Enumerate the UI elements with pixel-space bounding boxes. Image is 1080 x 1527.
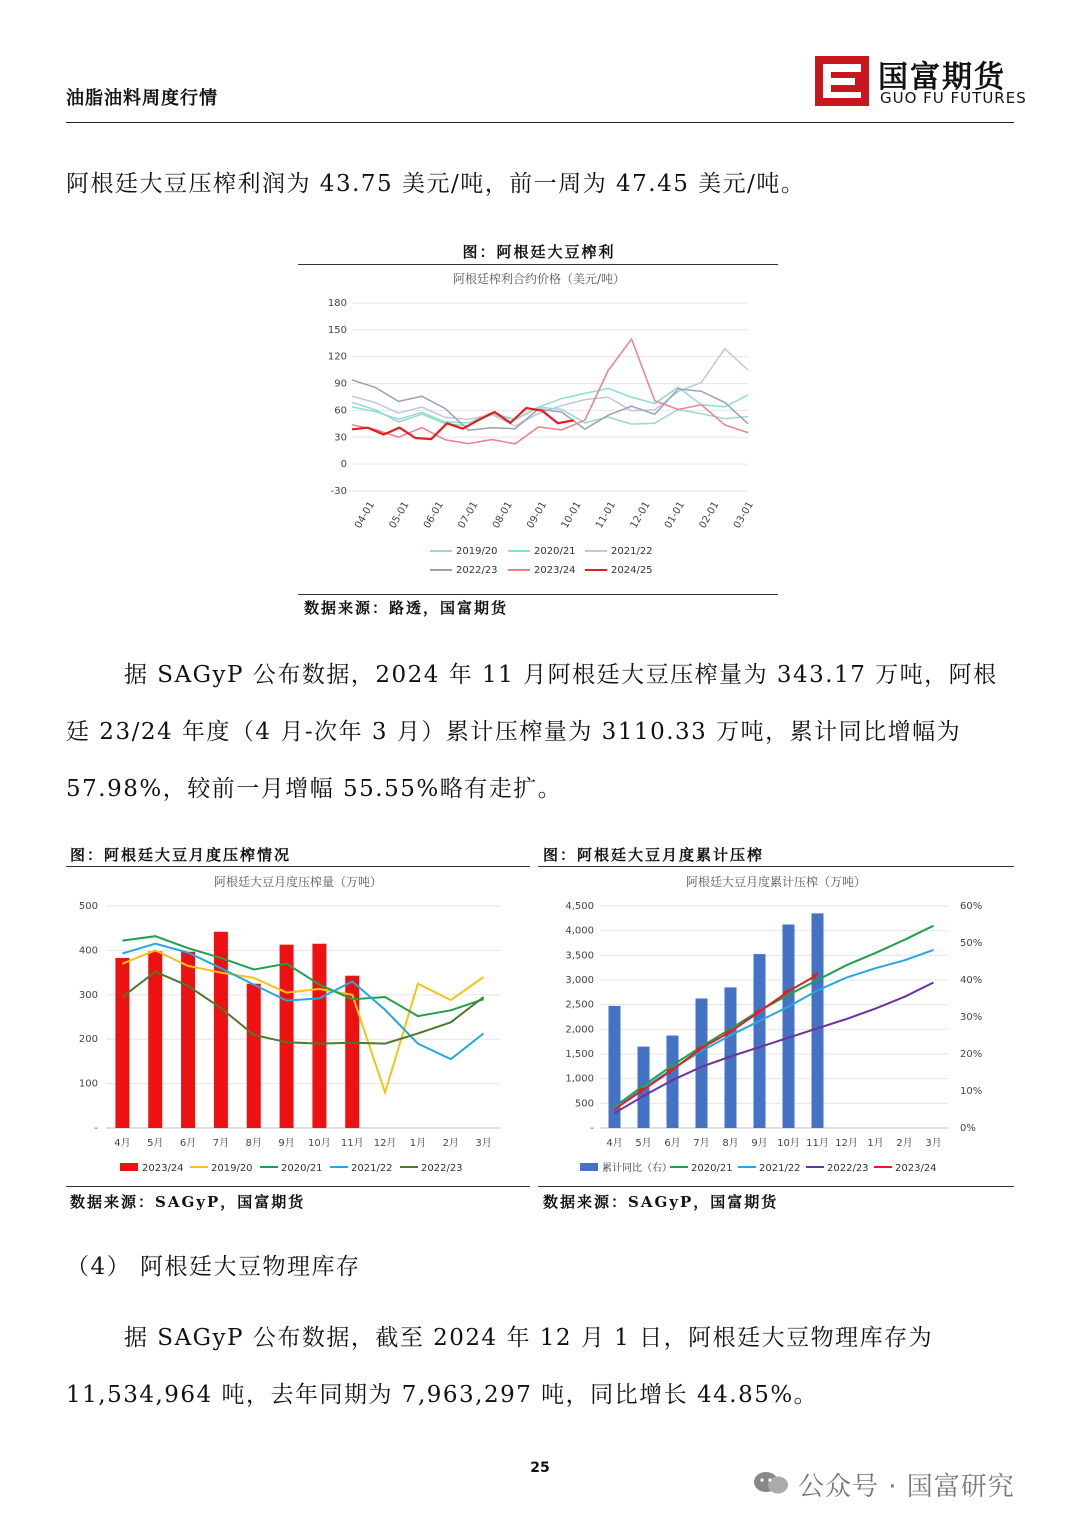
bar-2023-24: [247, 984, 261, 1128]
bar-2023-24: [148, 951, 162, 1128]
y-tick-label: 1,500: [565, 1049, 594, 1060]
x-tick-label: 10月: [308, 1138, 331, 1149]
x-tick-label: 8月: [245, 1138, 262, 1149]
y-tick-label: 60: [334, 405, 347, 417]
y-tick-label: -: [94, 1123, 98, 1134]
x-tick-label: 02-01: [697, 499, 722, 531]
series-line-2021-22: [352, 349, 748, 426]
series-line-2019-20: [122, 950, 483, 1092]
x-tick-label: 08-01: [490, 499, 515, 531]
x-tick-label: 7月: [212, 1138, 230, 1149]
legend-swatch: [120, 1163, 138, 1171]
figure2-source: 数据来源：SAGyP，国富期货: [70, 1193, 306, 1211]
x-tick-label: 4月: [606, 1138, 623, 1149]
x-tick-label: 09-01: [525, 499, 550, 531]
figure3-bottom-rule: [538, 1186, 1014, 1187]
bar-2023-24: [115, 958, 129, 1128]
legend-label: 2020/21: [534, 546, 576, 557]
x-tick-label: 3月: [925, 1138, 942, 1149]
y-tick-label: 1,000: [565, 1073, 594, 1085]
y2-tick-label: 30%: [960, 1012, 983, 1023]
x-tick-label: 07-01: [456, 499, 481, 531]
figure3-source: 数据来源：SAGyP，国富期货: [543, 1193, 779, 1211]
y-tick-label: 120: [327, 351, 347, 363]
figure1-title: 图：阿根廷大豆榨利: [462, 243, 616, 261]
x-tick-label: 01-01: [662, 499, 688, 531]
y2-tick-label: 50%: [960, 938, 983, 949]
legend-label: 2020/21: [281, 1163, 323, 1174]
x-tick-label: 3月: [475, 1138, 492, 1149]
y-tick-label: -: [590, 1123, 594, 1134]
y-tick-label: 90: [334, 378, 347, 390]
legend-label: 2024/25: [611, 565, 653, 576]
x-tick-label: 5月: [147, 1138, 164, 1149]
figure1-source: 数据来源：路透，国富期货: [304, 599, 509, 617]
y2-tick-label: 60%: [960, 901, 983, 912]
legend-label: 2020/21: [691, 1163, 733, 1174]
x-tick-label: 11月: [806, 1138, 829, 1149]
bar-2023-24: [214, 932, 228, 1128]
bar-cumulative-yoy: [754, 954, 766, 1128]
legend-label: 2022/23: [456, 565, 498, 576]
figure2-chart: [66, 892, 530, 1184]
y-tick-label: 3,000: [565, 975, 594, 986]
figure1-chart: [300, 288, 778, 590]
legend-label: 2021/22: [611, 546, 653, 557]
y-tick-label: 2,500: [565, 999, 594, 1011]
y-tick-label: 2,000: [565, 1024, 594, 1036]
x-tick-label: 11月: [340, 1138, 364, 1149]
y-tick-label: 500: [574, 1098, 594, 1110]
bar-2023-24: [181, 952, 195, 1128]
page-number: 25: [530, 1460, 550, 1476]
paragraph-crush-margin: 阿根廷大豆压榨利润为 43.75 美元/吨，前一周为 47.45 美元/吨。: [66, 171, 806, 197]
y-tick-label: 200: [78, 1034, 98, 1046]
x-tick-label: 05-01: [387, 499, 412, 531]
y-tick-label: 500: [78, 901, 98, 912]
figure3-chart-title: 阿根廷大豆月度累计压榨（万吨）: [685, 875, 866, 889]
legend-label: 2023/24: [142, 1163, 184, 1174]
series-line-2022-23: [122, 972, 483, 1044]
series-line-2020-21: [122, 936, 483, 1016]
x-tick-label: 5月: [635, 1138, 652, 1149]
x-tick-label: 9月: [751, 1138, 768, 1149]
y2-tick-label: 10%: [960, 1086, 983, 1097]
company-logo-icon: [815, 56, 869, 106]
y-tick-label: 4,000: [565, 925, 594, 937]
series-line-2020-21: [615, 926, 934, 1107]
y2-tick-label: 40%: [960, 975, 983, 986]
x-tick-label: 6月: [179, 1138, 197, 1149]
x-tick-label: 1月: [409, 1138, 427, 1149]
x-tick-label: 6月: [664, 1138, 681, 1149]
y-tick-label: 400: [78, 945, 98, 957]
y2-tick-label: 20%: [960, 1049, 983, 1060]
figure3-title: 图：阿根廷大豆月度累计压榨: [543, 846, 765, 864]
figure2-top-rule: [66, 866, 530, 867]
series-line-2019-20: [352, 402, 748, 425]
legend-label: 2021/22: [759, 1163, 801, 1174]
legend-label: 2019/20: [211, 1163, 253, 1174]
y-tick-label: -30: [330, 486, 347, 497]
watermark-text: 公众号 · 国富研究: [798, 1472, 1015, 1502]
document-title: 油脂油料周度行情: [66, 88, 218, 109]
legend-label: 2023/24: [895, 1163, 937, 1174]
x-tick-label: 12月: [835, 1138, 858, 1149]
legend-swatch: [580, 1163, 598, 1171]
header-divider: [66, 122, 1014, 123]
legend-label: 2023/24: [534, 565, 576, 576]
x-tick-label: 9月: [278, 1138, 295, 1149]
legend-label: 2019/20: [456, 546, 498, 557]
y-tick-label: 150: [327, 324, 347, 336]
paragraph-inventory: 据 SAGyP 公布数据，截至 2024 年 12 月 1 日，阿根廷大豆物理库存为11,534,964 吨，去年同期为 7,963,297 吨，同比增长 44.85%。: [66, 1325, 934, 1408]
wechat-icon: [752, 1470, 792, 1496]
legend-label: 累计同比（右）: [602, 1163, 672, 1174]
figure2-title: 图：阿根廷大豆月度压榨情况: [70, 846, 292, 864]
x-tick-label: 12-01: [628, 499, 653, 531]
x-tick-label: 2月: [442, 1138, 459, 1149]
y-tick-label: 0: [340, 459, 347, 471]
bar-cumulative-yoy: [783, 925, 795, 1129]
y-tick-label: 3,500: [565, 950, 594, 962]
y-tick-label: 180: [327, 298, 347, 309]
figure1-chart-title: 阿根廷榨利合约价格（美元/吨）: [452, 272, 626, 286]
legend-label: 2022/23: [421, 1163, 463, 1174]
y-tick-label: 300: [78, 989, 98, 1001]
x-tick-label: 8月: [722, 1138, 739, 1149]
x-tick-label: 12月: [373, 1138, 397, 1149]
bar-cumulative-yoy: [696, 999, 708, 1129]
bar-2023-24: [280, 945, 294, 1128]
figure1-bottom-rule: [298, 594, 778, 595]
x-tick-label: 2月: [896, 1138, 913, 1149]
section-heading: （4） 阿根廷大豆物理库存: [66, 1254, 361, 1280]
bar-cumulative-yoy: [812, 913, 824, 1128]
legend-label: 2022/23: [827, 1163, 869, 1174]
series-line-2023-24: [352, 339, 748, 444]
legend-label: 2021/22: [351, 1163, 393, 1174]
x-tick-label: 10-01: [559, 499, 584, 531]
x-tick-label: 06-01: [421, 499, 446, 531]
figure3-chart: [538, 892, 1014, 1184]
x-tick-label: 4月: [114, 1138, 131, 1149]
x-tick-label: 04-01: [353, 499, 378, 531]
logo-text-en: GUO FU FUTURES: [880, 89, 1027, 107]
y-tick-label: 4,500: [565, 901, 594, 912]
paragraph-crush-volume: 据 SAGyP 公布数据，2024 年 11 月阿根廷大豆压榨量为 343.17 万吨，阿根廷 23/24 年度（4 月-次年 3 月）累计压榨量为 3110.33 万吨，累计同比增幅为 57.98%，较前一月增幅 55.55%略有走扩。: [66, 662, 998, 802]
x-tick-label: 03-01: [731, 499, 756, 531]
x-tick-label: 11-01: [594, 499, 619, 531]
figure3-top-rule: [538, 866, 1014, 867]
x-tick-label: 7月: [693, 1138, 710, 1149]
x-tick-label: 1月: [867, 1138, 884, 1149]
figure1-top-rule: [298, 264, 778, 265]
figure2-bottom-rule: [66, 1186, 530, 1187]
x-tick-label: 10月: [777, 1138, 800, 1149]
y-tick-label: 30: [334, 432, 347, 444]
figure2-chart-title: 阿根廷大豆月度压榨量（万吨）: [213, 875, 382, 889]
logo-text-cn: 国富期货: [878, 60, 1006, 95]
y2-tick-label: 0%: [960, 1123, 976, 1134]
y-tick-label: 100: [78, 1078, 98, 1090]
bar-2023-24: [312, 944, 326, 1128]
